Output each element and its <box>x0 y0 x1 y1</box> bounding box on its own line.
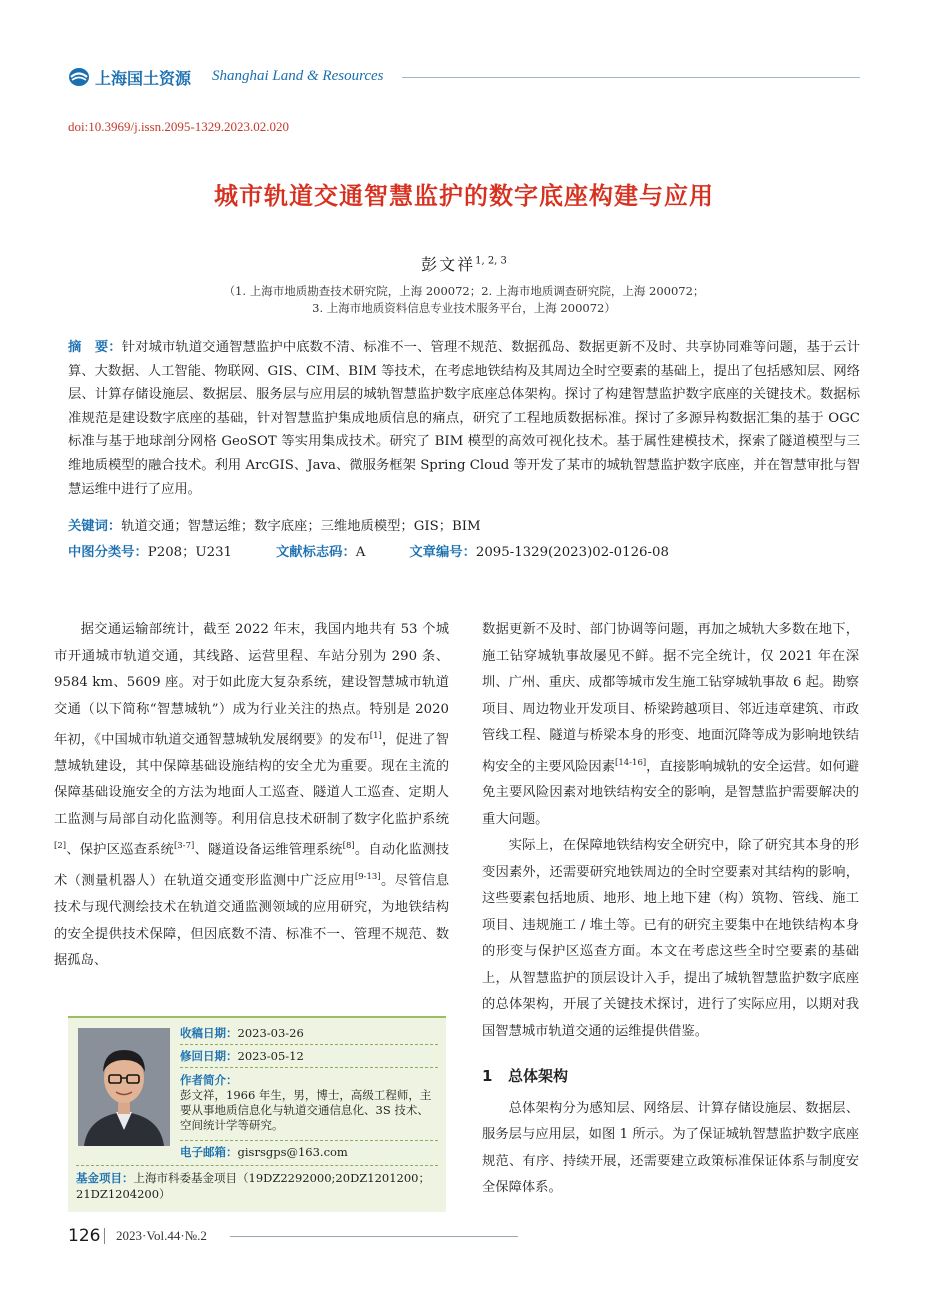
issue-info: 2023·Vol.44·№.2 <box>116 1228 207 1243</box>
body-paragraph: 数据更新不及时、部门协调等问题，再加之城轨大多数在地下，施工钻穿城轨事故屡见不鲜。据不完全统计，仅 2021 年在深圳、广州、重庆、成都等城市发生施工钻穿城轨事故 6 起。勘察项目、周边物业开发项目、桥梁跨越项目、邻近违章建筑、市政管线工程、隧道与桥梁本身的形变、地面沉降等成为影响地铁结构安全的主要风险因素[14-16]，直接影响城轨的安全运营。如何避免主要风险因素对地铁结构安全的影响，是智慧监护需要解决的重大问题。 <box>482 622 860 827</box>
author-affiliation-sup: 1, 2, 3 <box>475 255 507 267</box>
citation[interactable]: [1] <box>369 731 382 741</box>
article-number-value: 2095-1329(2023)02-0126-08 <box>475 545 669 560</box>
body-paragraph: 据交通运输部统计，截至 2022 年末，我国内地共有 53 个城市开通城市轨道交通，其线路、运营里程、车站分别为 290 条、9584 km、5609 座。对于如此庞大复杂系统，建设智慧城市轨道交通（以下简称“智慧城轨”）成为行业关注的热点。特别是 2020 年初，《中国城市轨道交通智慧城轨发展纲要》的发布[1]，促进了智慧城轨建设，其中保障基础设施结构的安全尤为重要。现在主流的保障基础设施安全的方法为地面人工巡查、隧道人工巡查、定期人工监测与局部自动化监测等。利用信息技术研制了数字化监护系统[2]、保护区巡查系统[3-7]、隧道设备运维管理系统[8]。自动化监测技术（测量机器人）在轨道交通变形监测中广泛应用[9-13]。尽管信息技术与现代测绘技术在轨道交通监测领域的应用研究，为地铁结构的安全提供技术保障，但因底数不清、标准不一、管理不规范、数据孤岛、 <box>54 622 450 969</box>
affiliation-line-1: （1. 上海市地质勘查技术研究院，上海 200072；2. 上海市地质调查研究院，上海 200072； <box>223 284 705 298</box>
doi-link[interactable]: doi:10.3969/j.issn.2095-1329.2023.02.020 <box>68 119 290 134</box>
journal-brand-en: Shanghai Land & Resources <box>212 68 384 84</box>
citation[interactable]: [3-7] <box>173 841 195 852</box>
journal-logo-icon <box>68 67 90 87</box>
citation[interactable]: [8] <box>342 841 355 852</box>
doc-code-label: 文献标志码： <box>276 545 356 560</box>
affiliation-line-2: 3. 上海市地质资料信息专业技术服务平台，上海 200072） <box>312 301 616 315</box>
citation[interactable]: [9-13] <box>354 872 381 883</box>
doc-code-value: A <box>355 545 366 560</box>
section-number: 1 <box>482 1067 493 1086</box>
email-link[interactable]: gisrsgps@163.com <box>237 1145 348 1159</box>
abstract-text: 针对城市轨道交通智慧监护中底数不清、标准不一、管理不规范、数据孤岛、数据更新不及时、共享协同难等问题，基于云计算、大数据、人工智能、物联网、GIS、CIM、BIM 等技术，在考虑地铁结构及其周边全时空要素的基础上，提出了包括感知层、网络层、计算存储设施层、数据层、服务层与应用层的城轨智慧监护数字底座总体架构。探讨了构建智慧监护数字底座的关键技术。数据标准规范是建设数字底座的基础，针对智慧监护集成地质信息的痛点，研究了工程地质数据标准。探讨了多源异构数据汇集的基于 OGC 标准与基于地球剖分网格 GeoSOT 等实用集成技术。研究了 BIM 模型的高效可视化技术。基于属性建模技术，探索了隧道模型与三维地质模型的融合技术。利用 ArcGIS、Java、微服务框架 Spring Cloud 等开发了某市的城轨智慧监护数字底座，并在智慧审批与智慧运维中进行了应用。 <box>68 340 861 497</box>
classification-line <box>68 541 860 565</box>
keywords-text: 轨道交通；智慧运维；数字底座；三维地质模型；GIS；BIM <box>121 519 481 534</box>
keywords-label: 关键词： <box>68 519 122 534</box>
author-photo <box>78 1028 170 1146</box>
section-title: 总体架构 <box>508 1067 569 1086</box>
author-name: 彭文祥 <box>421 255 476 274</box>
abstract <box>68 336 860 501</box>
body-column-left <box>54 617 449 975</box>
citation[interactable]: [2] <box>54 841 67 852</box>
article-number-label: 文章编号： <box>409 545 476 560</box>
footer-divider <box>104 1228 105 1244</box>
citation[interactable]: [14-16] <box>615 757 647 768</box>
clc-label: 中图分类号： <box>68 545 148 560</box>
article-info-box <box>68 1016 446 1212</box>
affiliations <box>40 283 888 317</box>
page-number: 126 <box>68 1226 101 1246</box>
received-date: 收稿日期：2023-03-26 <box>180 1026 304 1040</box>
article-title: 城市轨道交通智慧监护的数字底座构建与应用 <box>214 182 714 210</box>
author-email: 电子邮箱：gisrsgps@163.com <box>180 1145 348 1159</box>
keywords <box>68 515 860 539</box>
author-line <box>0 252 928 275</box>
header-rule <box>402 77 860 78</box>
body-paragraph: 总体架构分为感知层、网络层、计算存储设施层、数据层、服务层与应用层，如图 1 所示。为了保证城轨智慧监护数字底座规范、有序、持续开展，还需要建立政策标准保证体系与制度安全保障体系。 <box>482 1100 859 1196</box>
body-paragraph: 实际上，在保障地铁结构安全研究中，除了研究其本身的形变因素外，还需要研究地铁周边的全时空要素对其结构的影响，这些要素包括地质、地形、地上地下建（构）筑物、管线、施工项目、违规施工 / 堆土等。已有的研究主要集中在地铁结构本身的形变与保护区巡查方面。本文在考虑这些全时空要素的基础上，从智慧监护的顶层设计入手，提出了城轨智慧监护数字底座的总体架构，开展了关键技术探讨，进行了实际应用，以期对我国智慧城市轨道交通的运维提供借鉴。 <box>482 838 859 1039</box>
journal-brand: 上海国土资源 <box>95 69 192 88</box>
abstract-label: 摘 要： <box>68 340 122 355</box>
section-heading <box>482 1063 859 1090</box>
footer-rule <box>230 1236 518 1237</box>
author-bio: 作者简介： 彭文祥，1966 年生，男，博士，高级工程师，主要从事地质信息化与轨道交通信息化、3S 技术、空间统计学等研究。 <box>180 1073 432 1132</box>
body-column-right <box>482 617 859 1202</box>
funding: 基金项目：上海市科委基金项目（19DZ2292000;20DZ1201200；21DZ1204200） <box>76 1171 430 1201</box>
clc-value: P208；U231 <box>147 545 232 560</box>
revised-date: 修回日期：2023-05-12 <box>180 1049 304 1063</box>
